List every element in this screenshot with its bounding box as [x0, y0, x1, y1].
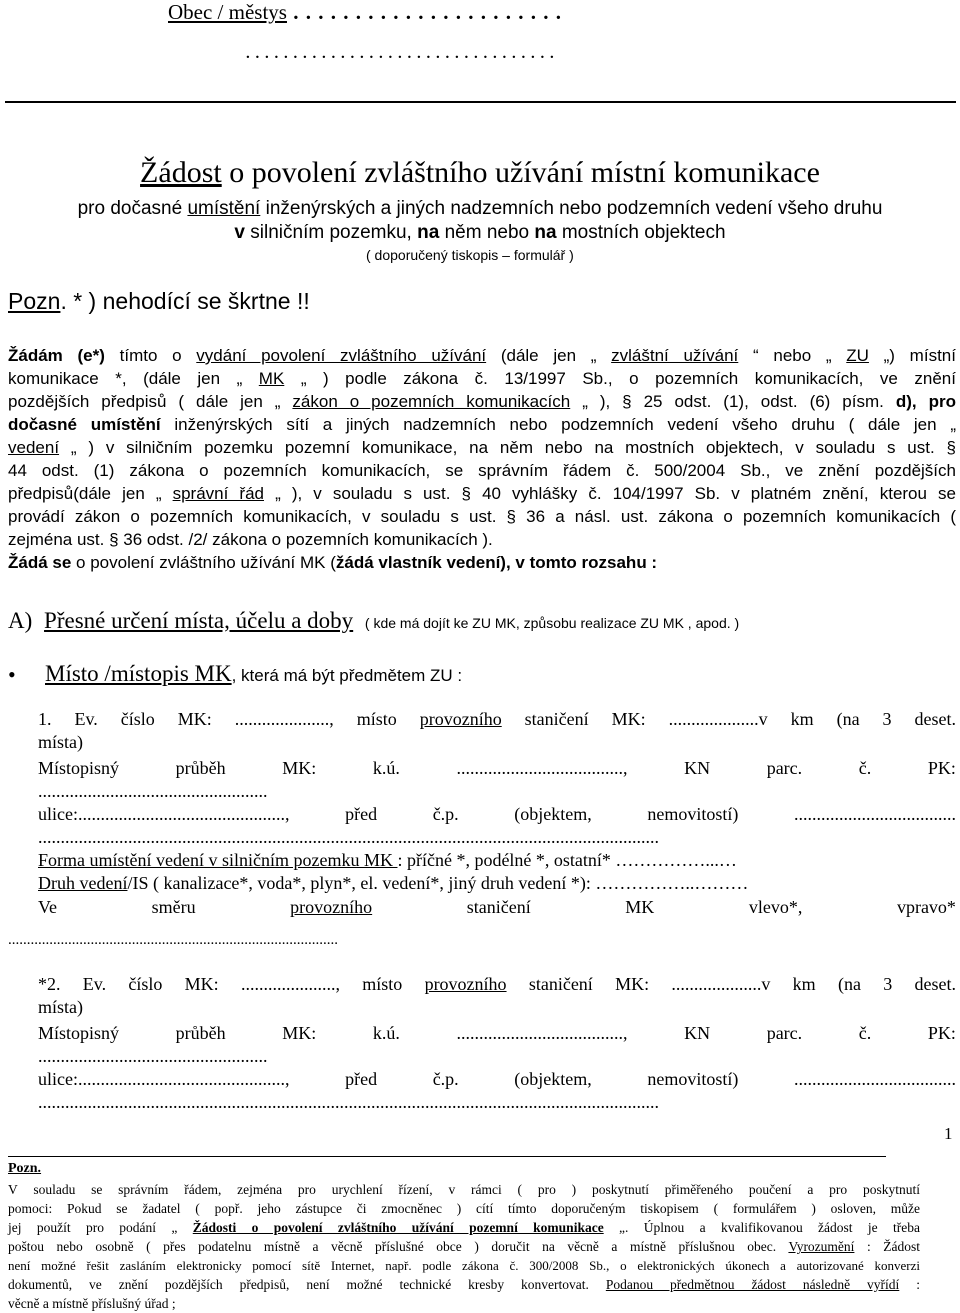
footnote-line-4: poštou nebo osobně ( přes podatelnu místně a věcně příslušné obce ) doručit na věcně a místně příslušnou obec. Vyrozumění : Žádost [8, 1239, 920, 1254]
entry-1-row-10: ........................................................................................ [8, 932, 338, 948]
section-a-heading [8, 606, 739, 638]
request-line-8: provádí zákon o pozemních komunikacích, v souladu s ust. § 36 a násl. ust. zákona o pozemních komunikacích ( [8, 507, 956, 526]
entry-2-row-3: Místopisný průběh MK: k.ú. ....................................., KN parc. č. PK: [38, 1023, 956, 1043]
form-title [0, 155, 960, 191]
bullet-icon: • [8, 662, 16, 687]
entry-1-row-7: Forma umístění vedení v silničním pozemku MK : příčné *, podélné *, ostatní* ……………...… [38, 850, 737, 870]
entry-2-row-5: ulice:.............................................., před č.p. (objektem, nemovitostí) .................................... [38, 1069, 956, 1089]
footnote-line-1: V souladu se správním řádem, zejména pro urychlení řízení, v rámci ( pro ) poskytnutí přiměřeného poučení a pro poskytnutí [8, 1182, 920, 1197]
entry-1-row-3: Místopisný průběh MK: k.ú. ....................................., KN parc. č. PK: [38, 758, 956, 778]
location-title: Místo /místopis MK [45, 661, 232, 686]
title-subtitle-2: v silničním pozemku, na něm nebo na mostních objektech [234, 222, 726, 243]
section-a-letter: A) [8, 608, 33, 633]
request-line-7: předpisů(dále jen „ správní řád „ ), v souladu s ust. § 40 vyhlášky č. 104/1997 Sb. v platném znění, kterou se [8, 484, 956, 503]
request-line-2: komunikace *, (dále jen „ MK „ ) podle zákona č. 13/1997 Sb., o pozemních komunikacích, ve znění [8, 369, 956, 388]
title-subtitle-1: pro dočasné umístění inženýrských a jiných nadzemních nebo podzemních vedení všeho druhu [77, 198, 883, 219]
section-a-hint: ( kde má dojít ke ZU MK, způsobu realizace ZU MK , apod. ) [364, 615, 740, 631]
entry-1-row-4: ................................................... [38, 781, 268, 801]
entry-1-row-1: 1. Ev. číslo MK: ....................., místo provozního staničení MK: ....................v km (na 3 deset. [38, 709, 957, 729]
strike-note: Pozn. * ) nehodící se škrtne !! [8, 288, 310, 314]
entry-1-row-2: místa) [38, 732, 83, 752]
title-rest: o povolení zvláštního užívání místní komunikace [221, 156, 820, 189]
header-rule [5, 101, 956, 103]
request-line-1: Žádám (e*) tímto o vydání povolení zvláštního užívání (dále jen „ zvláštní užívání “ nebo „ ZU „) místní [8, 346, 956, 365]
entry-2 [38, 973, 956, 1114]
request-paragraph [8, 344, 956, 574]
title-word-zadost: Žádost [140, 156, 222, 189]
entry-1-row-9: Ve směru provozního staničení MK vlevo*, vpravo* [38, 897, 956, 917]
footnote-line-7: věcně a místně příslušný úřad ; [8, 1296, 176, 1311]
municipality-header [168, 0, 562, 24]
entry-2-row-6: .......................................................................................................................................... [38, 1092, 659, 1112]
footnote-label: Pozn. [8, 1161, 42, 1176]
municipality-dots: . . . . . . . . . . . . . . . . . . . . . . [286, 0, 562, 24]
request-line-3: pozdějších předpisů ( dále jen „ zákon o pozemních komunikacích „ ), § 25 odst. (1), odst. (6) písm. d), pro [8, 392, 956, 411]
entry-2-row-4: ................................................... [38, 1046, 268, 1066]
footnote-line-3: jej použít pro podání „ Žádosti o povolení zvláštního užívání pozemní komunikace „. Úplnou a kvalifikovanou žádost je třeba [8, 1220, 920, 1235]
entry-1-row-6: .......................................................................................................................................... [38, 827, 659, 847]
section-a-title: Přesné určení místa, účelu a doby [44, 608, 354, 633]
entry-1-row-5: ulice:.............................................., před č.p. (objektem, nemovitostí) .................................... [38, 804, 956, 824]
entry-2-row-2: místa) [38, 997, 83, 1017]
municipality-label: Obec / městys [168, 0, 287, 24]
page-number: 1 [944, 1124, 953, 1143]
footnote-rule [8, 1156, 886, 1157]
request-line-5: vedení „ ) v silničním pozemku pozemní komunikace, na něm nebo na mostních objektech, v souladu s ust. § [8, 438, 956, 457]
footnote-body [8, 1180, 920, 1313]
municipality-dots-line: . . . . . . . . . . . . . . . . . . . . . . . . . . . . . . . . . [246, 46, 555, 62]
entry-1-row-8: Druh vedení/IS ( kanalizace*, voda*, plyn*, el. vedení*, jiný druh vedení *): ……………..……… [38, 873, 749, 893]
footnote-line-2: pomoci: Pokud se žadatel ( popř. jeho zástupce či zmocněnec ) cítí tímto doporučeným tiskopisem ( formulářem ) osloven, může [8, 1201, 920, 1216]
footnote-line-6: dokumentů, ve znění pozdějších předpisů, není možné technické kresby konvertovat. Podanou předmětnou žádost následně vyřídí : [8, 1277, 920, 1292]
location-heading [45, 659, 462, 691]
request-line-6: 44 odst. (1) zákona o pozemních komunikacích, se správním řádem č. 500/2004 Sb., ve znění pozdějších [8, 461, 956, 480]
footnote-line-5: není možné řešit zasláním elektronicky pomocí sítě Internet, např. podle zákona č. 300/2008 Sb., o elektronických úkonech a autorizované konverzi [8, 1258, 920, 1273]
request-line-9: zejména ust. § 36 odst. /2/ zákona o pozemních komunikacích ). [8, 530, 493, 549]
request-line-4: dočasné umístění inženýrských sítí a jiných nadzemních nebo podzemních vedení všeho druhu ( dále jen „ [8, 415, 956, 434]
entry-2-row-1: *2. Ev. číslo MK: ....................., místo provozního staničení MK: ....................v km (na 3 deset. [38, 974, 956, 994]
request-line-10: Žádá se o povolení zvláštního užívání MK (žádá vlastník vedení), v tomto rozsahu : [8, 553, 658, 572]
entry-1 [38, 708, 956, 919]
location-rest: , která má být předmětem ZU : [231, 666, 463, 685]
recommended-form-note: ( doporučený tiskopis – formulář ) [366, 247, 574, 263]
